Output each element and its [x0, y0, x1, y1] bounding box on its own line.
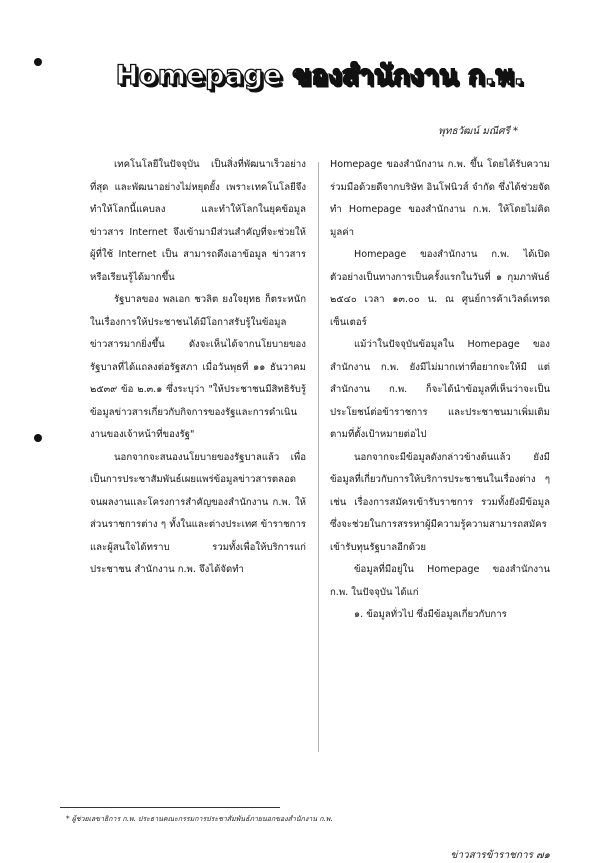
footnote-rule [60, 807, 280, 808]
binder-hole-middle [34, 434, 42, 442]
paragraph: รัฐบาลของ พลเอก ชวลิต ยงใจยุทธ ก็ตระหนักในเรื่องการให้ประชาชนได้มีโอกาสรับรู้ในข้อมูลข่าวสารมากยิ่งขึ้น ดังจะเห็นได้จากนโยบายของรัฐบาลที่ได้แถลงต่อรัฐสภา เมื่อวันพุธที่ ๑๑ ธันวาคม ๒๕๓๙ ข้อ ๒.๓.๑ ซึ่งระบุว่า "ให้ประชาชนมีสิทธิรับรู้ข้อมูลข่าวสารเกี่ยวกับกิจการของรัฐและการดำเนินงานของเจ้าหน้าที่ของรัฐ" [90, 294, 306, 440]
page-title: Homepage ของสำนักงาน ก.พ. [115, 60, 525, 91]
binder-hole-top [34, 58, 42, 66]
paragraph: ข้อมูลที่มีอยู่ใน Homepage ของสำนักงาน ก.พ. ในปัจจุบัน ได้แก่ [330, 564, 550, 598]
paragraph: แม้ว่าในปัจจุบันข้อมูลใน Homepage ของสำนักงาน ก.พ. ยังมีไม่มากเท่าที่อยากจะให้มี แต่สำนักงาน ก.พ. ก็จะได้นำข้อมูลที่เห็นว่าจะเป็นประโยชน์ต่อข้าราชการ และประชาชนมาเพิ่มเติมตามที่ตั้งเป้าหมายต่อไป [330, 339, 550, 440]
paragraph: นอกจากจะมีข้อมูลดังกล่าวข้างต้นแล้ว ยังมีข้อมูลที่เกี่ยวกับการให้บริการประชาชนในเรื่องต่าง ๆ เช่น เรื่องการสมัครเข้ารับราชการ รวมทั้งยังมีข้อมูลซึ่งจะช่วยในการสรรหาผู้มีความรู้ความสามารถสมัครเข้ารับทุนรัฐบาลอีกด้วย [330, 451, 550, 553]
page-footer: ข่าวสารข้าราชการ ๗๑ [450, 850, 550, 861]
column-divider [318, 162, 319, 752]
left-column [90, 154, 306, 764]
list-item: ๑. ข้อมูลทั่วไป ซึ่งมีข้อมูลเกี่ยวกับการ [354, 609, 507, 620]
paragraph: Homepage ของสำนักงาน ก.พ. ขึ้น โดยได้รับความร่วมมือด้วยดีจากบริษัท อินโฟนิวส์ จำกัด ซึ่งได้ช่วยจัดทำ Homepage ของสำนักงาน ก.พ. ให้โดยไม่คิดมูลค่า [330, 159, 550, 238]
paragraph: นอกจากจะสนองนโยบายของรัฐบาลแล้ว เพื่อเป็นการประชาสัมพันธ์เผยแพร่ข้อมูลข่าวสารตลอดจนผลงานและโครงการสำคัญของสำนักงาน ก.พ. ให้ส่วนราชการต่าง ๆ ทั้งในและต่างประเทศ ข้าราชการ และผู้สนใจได้ทราบ รวมทั้งเพื่อให้บริการแก่ประชาชน สำนักงาน ก.พ. จึงได้จัดทำ [90, 451, 306, 575]
author-line: พุทธวัฒน์ มณีศรี * [438, 126, 518, 137]
paragraph: Homepage ของสำนักงาน ก.พ. ได้เปิดตัวอย่างเป็นทางการเป็นครั้งแรกในวันที่ ๑ กุมภาพันธ์ ๒๕๔๐ เวลา ๑๓.๐๐ น. ณ ศูนย์การค้าเวิลด์เทรด เซ็นเตอร์ [330, 249, 550, 328]
footnote: * ผู้ช่วยเลขาธิการ ก.พ. ประธานคณะกรรมการประชาสัมพันธ์ภายนอกของสำนักงาน ก.พ. [66, 815, 333, 823]
paragraph: เทคโนโลยีในปัจจุบัน เป็นสิ่งที่พัฒนาเร็วอย่างที่สุด และพัฒนาอย่างไม่หยุดยั้ง เพราะเทคโนโลยีจึงทำให้โลกนี้แคบลง และทำให้โลกในยุคข้อมูลข่าวสาร Internet จึงเข้ามามีส่วนสำคัญที่จะช่วยให้ผู้ที่ใช้ Internet เป็น สามารถดึงเอาข้อมูล ข่าวสาร หรือเรียนรู้ได้มากขึ้น [90, 159, 306, 283]
right-column [330, 154, 550, 764]
